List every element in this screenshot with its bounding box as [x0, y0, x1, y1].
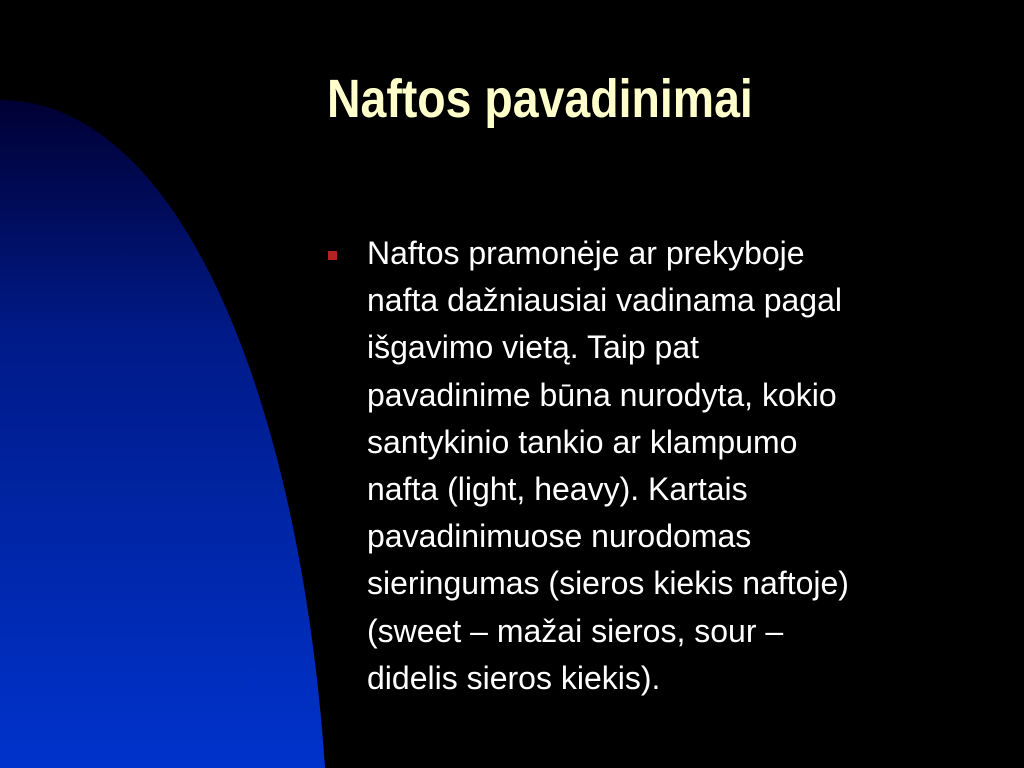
bullet-list — [326, 230, 986, 702]
bullet-text: Naftos pramonėje ar prekyboje nafta dažniausiai vadinama pagal išgavimo vietą. Taip pat pavadinime būna nurodyta, kokio santykinio tankio ar klampumo nafta (light, heavy). Kartais pavadinimuose nurodomas sieringumas (sieros kiekis naftoje) (sweet – mažai sieros, sour – didelis sieros kiekis). — [367, 235, 849, 696]
square-bullet-icon — [328, 251, 337, 260]
slide-title: Naftos pavadinimai — [327, 69, 753, 129]
bullet-item — [326, 230, 986, 702]
